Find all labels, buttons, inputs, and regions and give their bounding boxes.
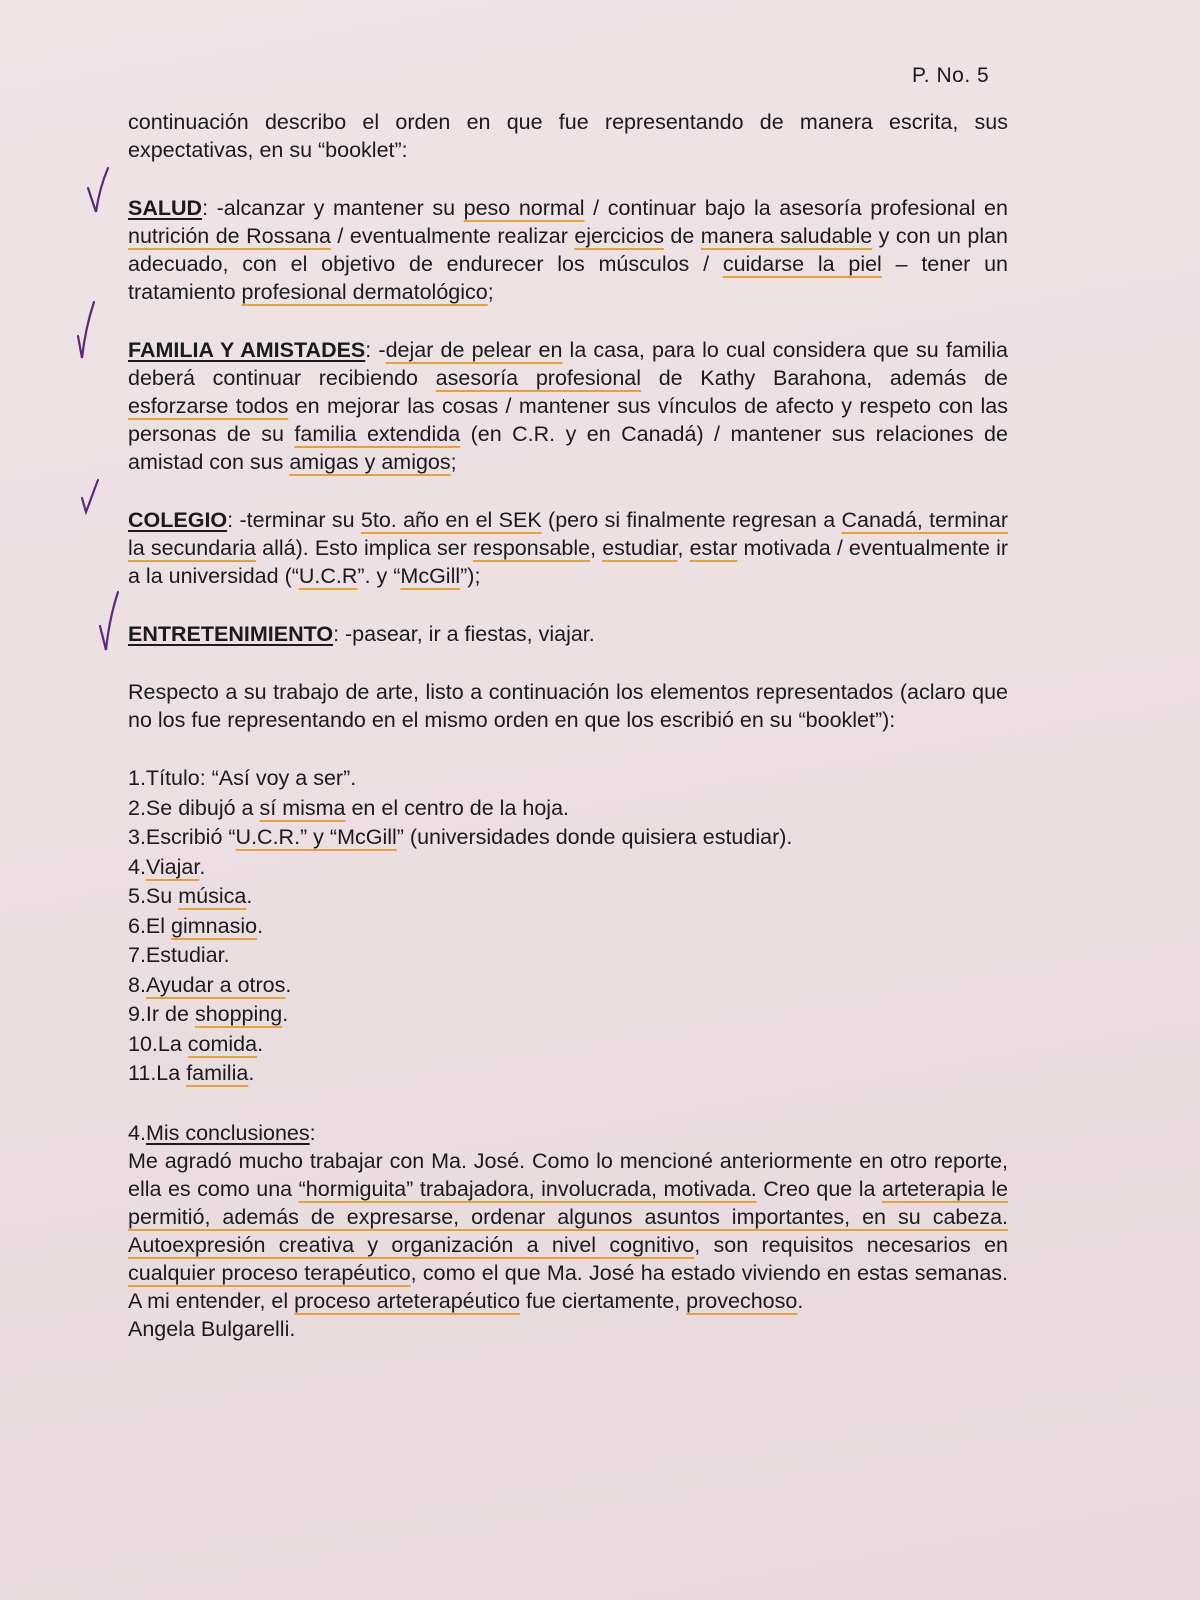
list-item: 8.Ayudar a otros. — [128, 972, 292, 997]
document-body — [128, 108, 1008, 1343]
familia-heading: FAMILIA Y AMISTADES — [128, 338, 366, 362]
conclusiones-heading: Mis conclusiones — [145, 1120, 310, 1145]
familia-paragraph: FAMILIA Y AMISTADES: -dejar de pelear en la casa, para lo cual considera que su familia deberá continuar recibiendo asesoría profesional de Kathy Barahona, además de esforzarse todos en mejorar las cosas / mantener sus vínculos de afecto y respeto con las personas de su familia extendida (en C.R. y en Canadá) / mantener sus relaciones de amistad con sus amigas y amigos; — [128, 338, 1008, 474]
arte-intro-paragraph: Respecto a su trabajo de arte, listo a continuación los elementos representados (aclaro que no los fue representando en el mismo orden en que los escribió en su “booklet”): — [128, 680, 1008, 732]
conclusiones-heading-line: 4.Mis conclusiones: — [128, 1120, 316, 1145]
checkmark-icon — [84, 164, 112, 216]
list-item: 7.Estudiar. — [128, 943, 230, 967]
checkmark-icon — [72, 300, 100, 360]
list-item: 2.Se dibujó a sí misma en el centro de la hoja. — [128, 795, 570, 820]
conclusiones-paragraph: Me agradó mucho trabajar con Ma. José. Como lo mencioné anteriormente en otro reporte, ella es como una “hormiguita” trabajadora, involucrada, motivada. Creo que la arteterapia le permitió, además de expresarse, ordenar algunos asuntos importantes, en su cabeza. Autoexpresión creativa y organización a nivel cognitivo, son requisitos necesarios en cualquier proceso terapéutico, como el que Ma. José ha estado viviendo en estas semanas. A mi entender, el proceso arteterapéutico fue ciertamente, provechoso. — [128, 1148, 1009, 1313]
entretenimiento-heading: ENTRETENIMIENTO — [128, 622, 334, 646]
signature-line: Angela Bulgarelli. — [128, 1316, 296, 1341]
list-item: 4.Viajar. — [128, 854, 206, 879]
page-number: P. No. 5 — [912, 64, 990, 87]
art-elements-list — [128, 764, 1008, 1089]
list-item: 11.La familia. — [128, 1061, 255, 1085]
list-item: 3.Escribió “U.C.R.” y “McGill” (universidades donde quisiera estudiar). — [128, 825, 793, 849]
salud-heading: SALUD — [128, 196, 203, 220]
colegio-paragraph: COLEGIO: -terminar su 5to. año en el SEK (pero si finalmente regresan a Canadá, terminar la secundaria allá). Esto implica ser responsable, estudiar, estar motivada / eventualmente ir a la universidad (“U.C.R”. y “McGill”); — [128, 508, 1009, 588]
checkmark-icon — [78, 478, 106, 518]
salud-paragraph: SALUD: -alcanzar y mantener su peso normal / continuar bajo la asesoría profesional en nutrición de Rossana / eventualmente realizar ejercicios de manera saludable y con un plan adecuado, con el objetivo de endurecer los músculos / cuidarse la piel – tener un tratamiento profesional dermatológico; — [128, 196, 1009, 304]
entretenimiento-paragraph: ENTRETENIMIENTO: -pasear, ir a fiestas, viajar. — [128, 622, 595, 646]
list-item: 9.Ir de shopping. — [128, 1002, 289, 1026]
list-item: 10.La comida. — [128, 1031, 264, 1056]
checkmark-icon — [96, 590, 124, 652]
list-item: 1.Título: “Así voy a ser”. — [128, 766, 357, 790]
colegio-heading: COLEGIO — [128, 508, 228, 532]
list-item: 6.El gimnasio. — [128, 913, 264, 938]
list-item: 5.Su música. — [128, 884, 253, 908]
intro-paragraph: continuación describo el orden en que fue representando de manera escrita, sus expectativas, en su “booklet”: — [128, 110, 1008, 162]
